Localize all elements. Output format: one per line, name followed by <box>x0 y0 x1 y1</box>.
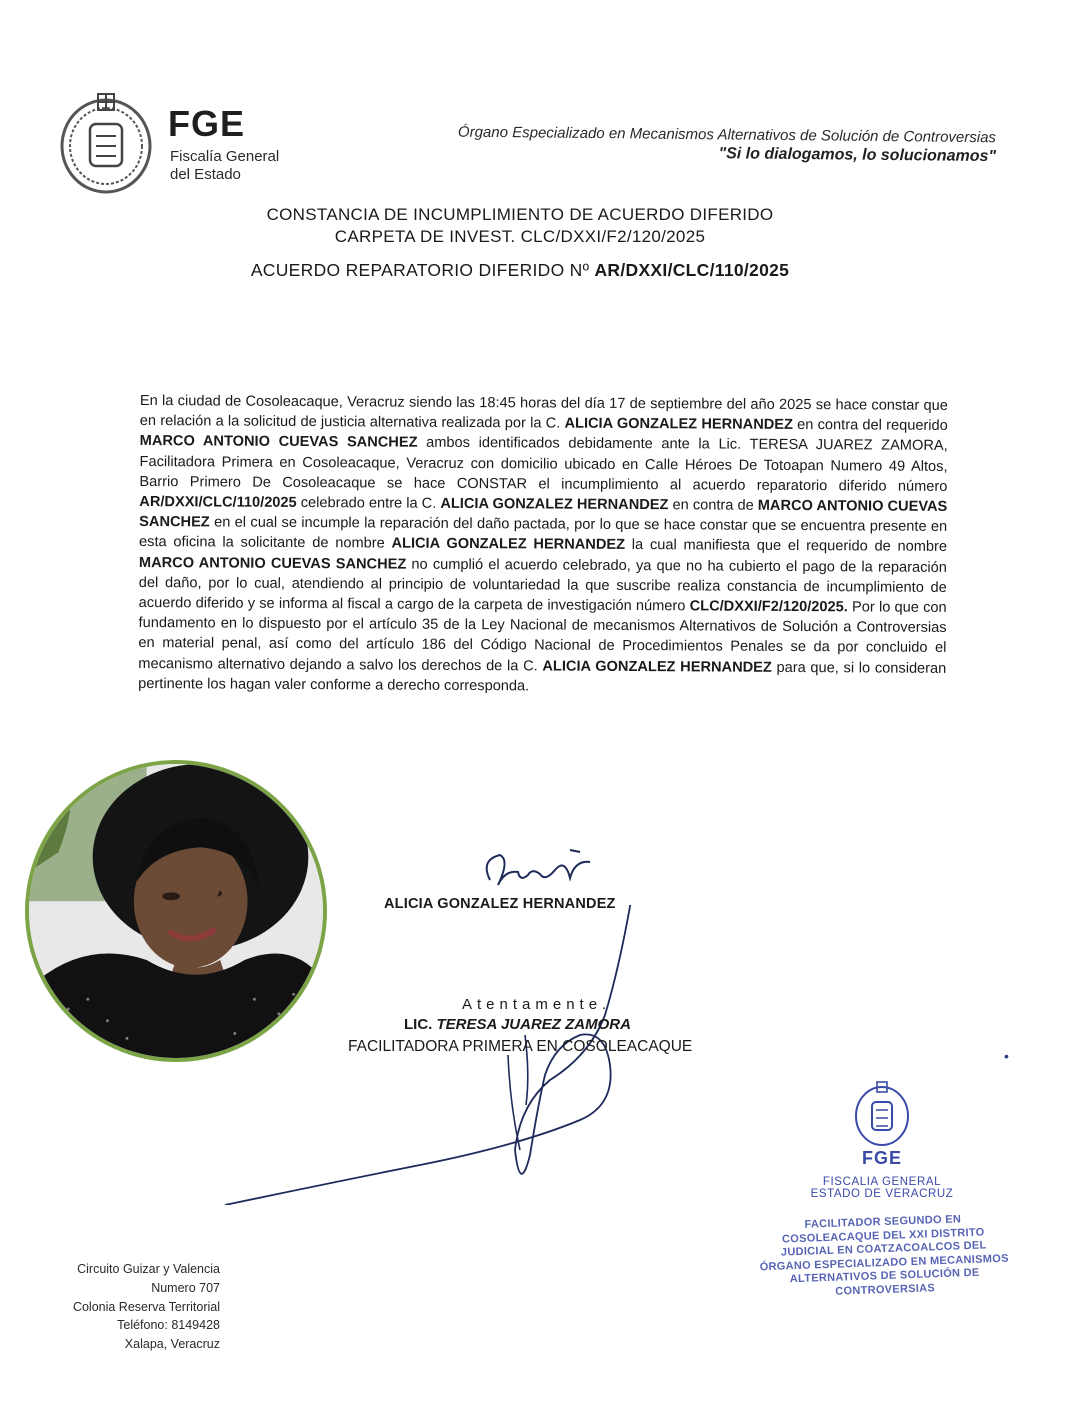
body-emphasis: ALICIA GONZALEZ HERNANDEZ <box>440 495 669 514</box>
body-segment: la cual manifiesta que el requerido de nombre <box>625 537 948 556</box>
brand-subtitle-2: del Estado <box>170 166 241 183</box>
stamp-seal-icon <box>852 1080 912 1148</box>
stamp-line-2: ESTADO DE VERACRUZ <box>810 1188 954 1200</box>
body-paragraph <box>138 391 948 699</box>
body-emphasis: MARCO ANTONIO CUEVAS SANCHEZ <box>138 554 407 573</box>
body-emphasis: ALICIA GONZALEZ HERNANDEZ <box>564 415 794 434</box>
body-segment: celebrado entre la C. <box>296 494 441 512</box>
body-emphasis: ALICIA GONZALEZ HERNANDEZ <box>391 535 626 554</box>
agreement-number <box>0 260 1060 281</box>
facilitator-fullname: TERESA JUAREZ ZAMORA <box>436 1016 631 1033</box>
facilitator-role: FACILITADORA PRIMERA EN COSOLEACAQUE <box>348 1038 693 1055</box>
ink-mark: • <box>1004 1048 1009 1064</box>
address-line: Xalapa, Veracruz <box>124 1337 220 1352</box>
body-segment: no cumplió el acuerdo celebrado, ya que no ha cubierto el pago de la reparación del daño, por lo cual, atendiendo al principio de voluntariedad la que suscribe realiza constancia de incumplimiento de acuerdo diferido y se informa al fiscal a cargo de la carpeta de investigación número <box>138 556 947 615</box>
stamp-text-block: FACILITADOR SEGUNDO EN COSOLEACAQUE DEL XXI DISTRITO JUDICIAL EN COATZACOALCOS DEL ÓRGANO ESPECIALIZADO EN MECANISMOS ALTERNATIVOS DE SOLUCIÓN DE CONTROVERSIAS <box>759 1213 1009 1298</box>
address-line: Circuito Guizar y Valencia <box>77 1262 220 1276</box>
document-title: CONSTANCIA DE INCUMPLIMIENTO DE ACUERDO DIFERIDO <box>266 205 774 224</box>
body-segment: en el cual se incumple la reparación del daño pactada, por lo que se hace constar que se encuentra presente en esta oficina la solicitante de nombre <box>139 514 948 552</box>
stamp-line-1: FISCALIA GENERAL <box>822 1176 942 1188</box>
body-segment: ambos identificados debidamente ante la Lic. TERESA JUAREZ ZAMORA, Facilitadora Primera en Cosoleacaque, Veracruz con domicilio ubicado en Calle Héroes De Totoapan Numero 49 Altos, Barrio Primero De Cosoleacaque se hace CONSTAR el incumplimiento al acuerdo reparatorio diferido número <box>139 435 948 495</box>
body-segment: Por lo que con fundamento en lo dispuesto por el artículo 35 de la Ley Nacional de mecanismos Alternativos de Solución a Controversias en material penal, así como del artículo 186 del Código Nacional de Procedimientos Penales se da por concluido el mecanismo alternativo dejando a salvo los derechos de la C. <box>138 599 947 675</box>
agreement-prefix: ACUERDO REPARATORIO DIFERIDO Nº <box>250 260 595 280</box>
agreement-code: AR/DXXI/CLC/110/2025 <box>594 260 790 280</box>
requester-signature <box>470 840 610 900</box>
facilitator-prefix: LIC. <box>404 1016 437 1033</box>
veracruz-seal-logo <box>56 88 156 196</box>
body-segment: En la ciudad de Cosoleacaque, Veracruz siendo las 18:45 horas del día 17 de septiembre del año 2025 se hace constar que en relación a la solicitud de justicia alternativa realizada por la C. <box>139 392 948 432</box>
body-segment: en contra de <box>668 497 758 514</box>
address-line: Teléfono: 8149428 <box>117 1318 220 1333</box>
official-stamp <box>752 1080 1022 1320</box>
stamp-brand: FGE <box>861 1148 902 1168</box>
body-segment: en contra del requerido <box>792 417 948 435</box>
body-emphasis: MARCO ANTONIO CUEVAS SANCHEZ <box>139 433 418 452</box>
atentamente-label: Atentamente. <box>462 996 612 1013</box>
facilitator-name <box>404 1016 631 1033</box>
footer-address <box>40 1260 220 1354</box>
brand-mark: FGE <box>168 103 246 144</box>
address-line: Numero 707 <box>151 1280 220 1295</box>
requester-name: ALICIA GONZALEZ HERNANDEZ <box>384 896 616 912</box>
organo-heading: Órgano Especializado en Mecanismos Alternativos de Solución de Controversias <box>457 123 997 147</box>
case-file-number: CARPETA DE INVEST. CLC/DXXI/F2/120/2025 <box>334 227 706 246</box>
body-emphasis: CLC/DXXI/F2/120/2025. <box>689 598 848 616</box>
body-emphasis: ALICIA GONZALEZ HERNANDEZ <box>542 658 772 676</box>
address-line: Colonia Reserva Territorial <box>72 1299 220 1314</box>
motto: "Si lo dialogamos, lo solucionamos" <box>718 145 997 166</box>
body-segment: para que, si lo consideran pertinente los hagan valer conforme a derecho corresponda. <box>138 659 947 695</box>
brand-subtitle-1: Fiscalía General <box>170 148 280 165</box>
body-emphasis: MARCO ANTONIO CUEVAS SANCHEZ <box>139 497 948 531</box>
body-emphasis: AR/DXXI/CLC/110/2025 <box>139 494 297 511</box>
